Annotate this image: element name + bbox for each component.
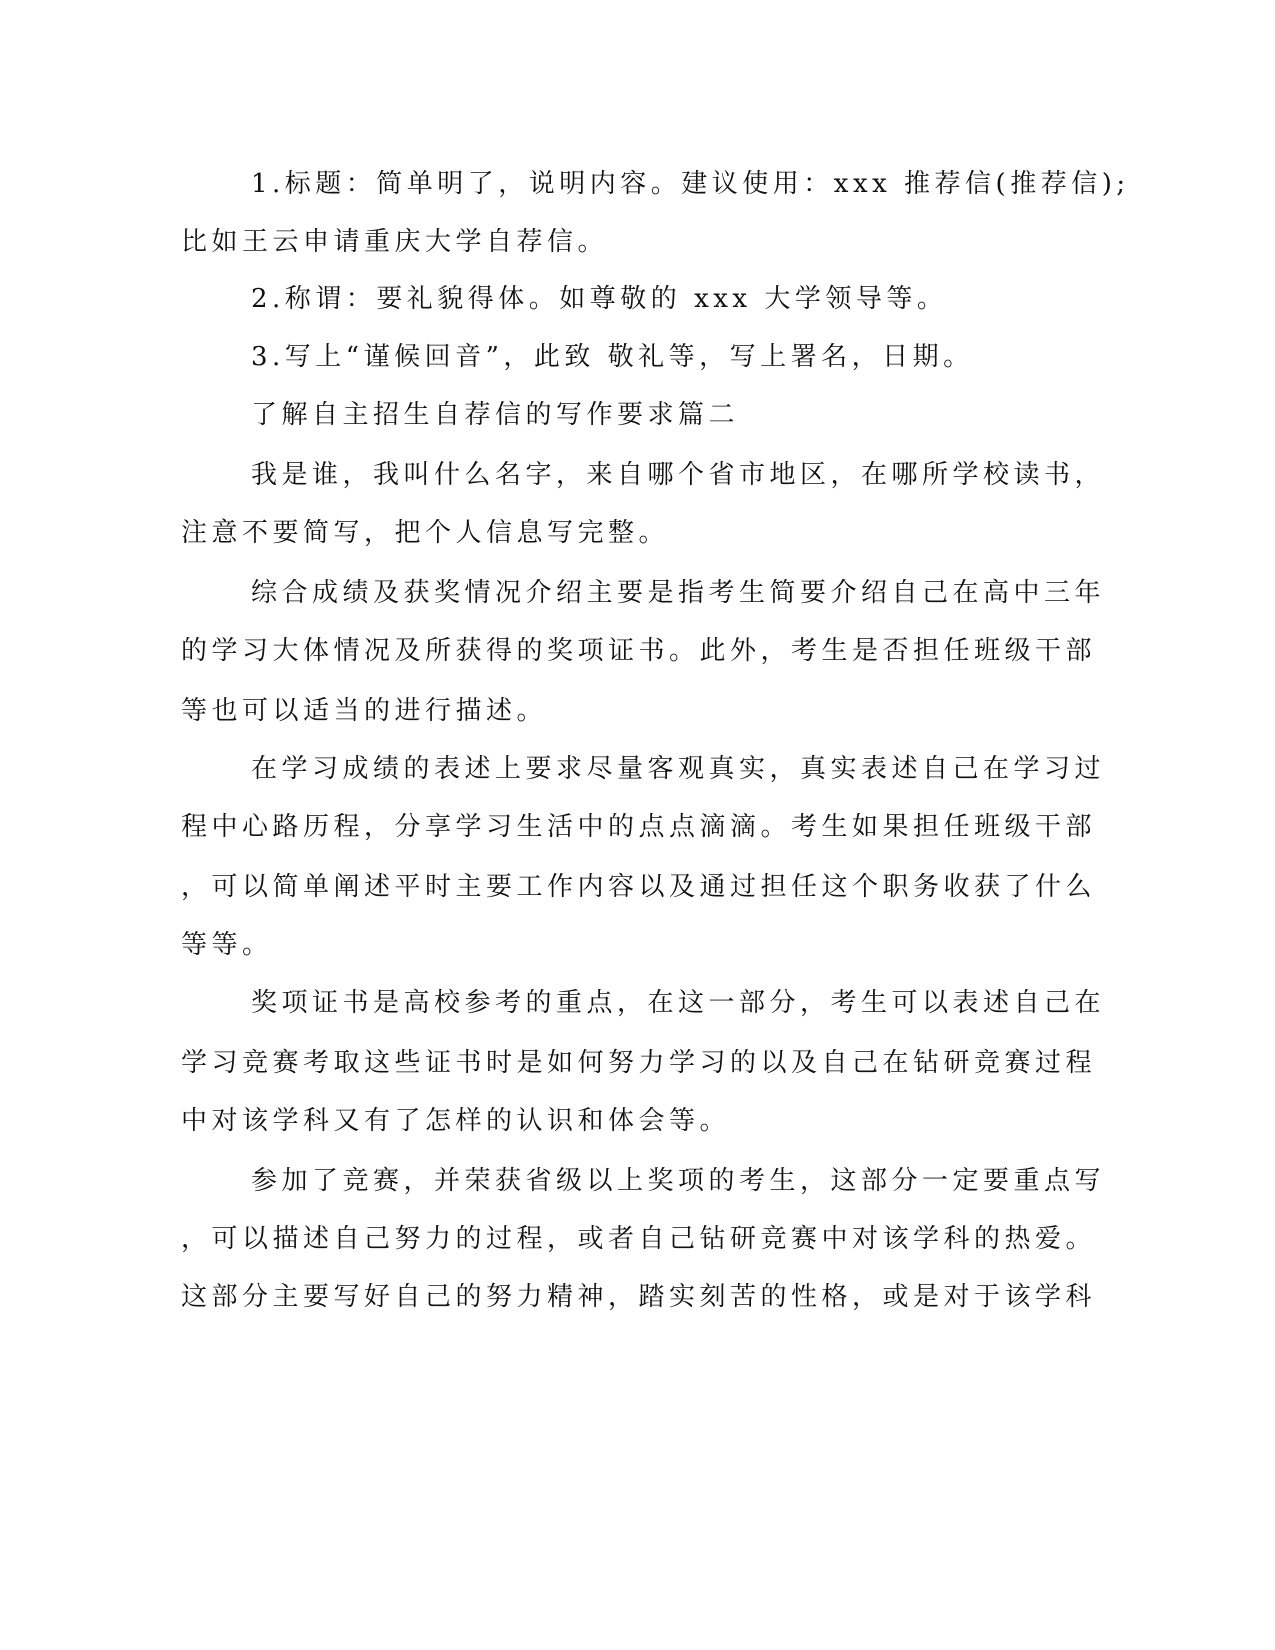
section-heading: 了解自主招生自荐信的写作要求篇二 (251, 400, 740, 430)
text-line: ，可以简单阐述平时主要工作内容以及通过担任这个职务收获了什么 (181, 872, 1097, 902)
text-line: 奖项证书是高校参考的重点，在这一部分，考生可以表述自己在 (251, 988, 1106, 1018)
text-line: 这部分主要写好自己的努力精神，踏实刻苦的性格，或是对于该学科 (181, 1282, 1097, 1312)
text-line: 比如王云申请重庆大学自荐信。 (181, 227, 609, 257)
text-line: ，可以描述自己努力的过程，或者自己钻研竞赛中对该学科的热爱。 (181, 1224, 1097, 1254)
text-line: 2.称谓：要礼貌得体。如尊敬的 xxx 大学领导等。 (251, 284, 948, 314)
text-line: 的学习大体情况及所获得的奖项证书。此外，考生是否担任班级干部 (181, 636, 1097, 666)
text-line: 我是谁，我叫什么名字，来自哪个省市地区，在哪所学校读书， (251, 460, 1106, 490)
text-line: 注意不要简写，把个人信息写完整。 (181, 518, 670, 548)
text-line: 综合成绩及获奖情况介绍主要是指考生简要介绍自己在高中三年 (251, 578, 1106, 608)
text-line: 学习竞赛考取这些证书时是如何努力学习的以及自己在钻研竞赛过程 (181, 1048, 1097, 1078)
text-line: 参加了竞赛，并荣获省级以上奖项的考生，这部分一定要重点写 (251, 1166, 1106, 1196)
text-line: 在学习成绩的表述上要求尽量客观真实，真实表述自己在学习过 (251, 754, 1106, 784)
text-line: 等也可以适当的进行描述。 (181, 696, 548, 726)
text-line: 中对该学科又有了怎样的认识和体会等。 (181, 1106, 731, 1136)
text-line: 等等。 (181, 930, 273, 960)
text-line: 1.标题：简单明了，说明内容。建议使用：xxx 推荐信(推荐信); (251, 169, 1130, 199)
text-line: 程中心路历程，分享学习生活中的点点滴滴。考生如果担任班级干部 (181, 812, 1097, 842)
text-line: 3.写上“谨候回音”，此致 敬礼等，写上署名，日期。 (251, 342, 974, 372)
